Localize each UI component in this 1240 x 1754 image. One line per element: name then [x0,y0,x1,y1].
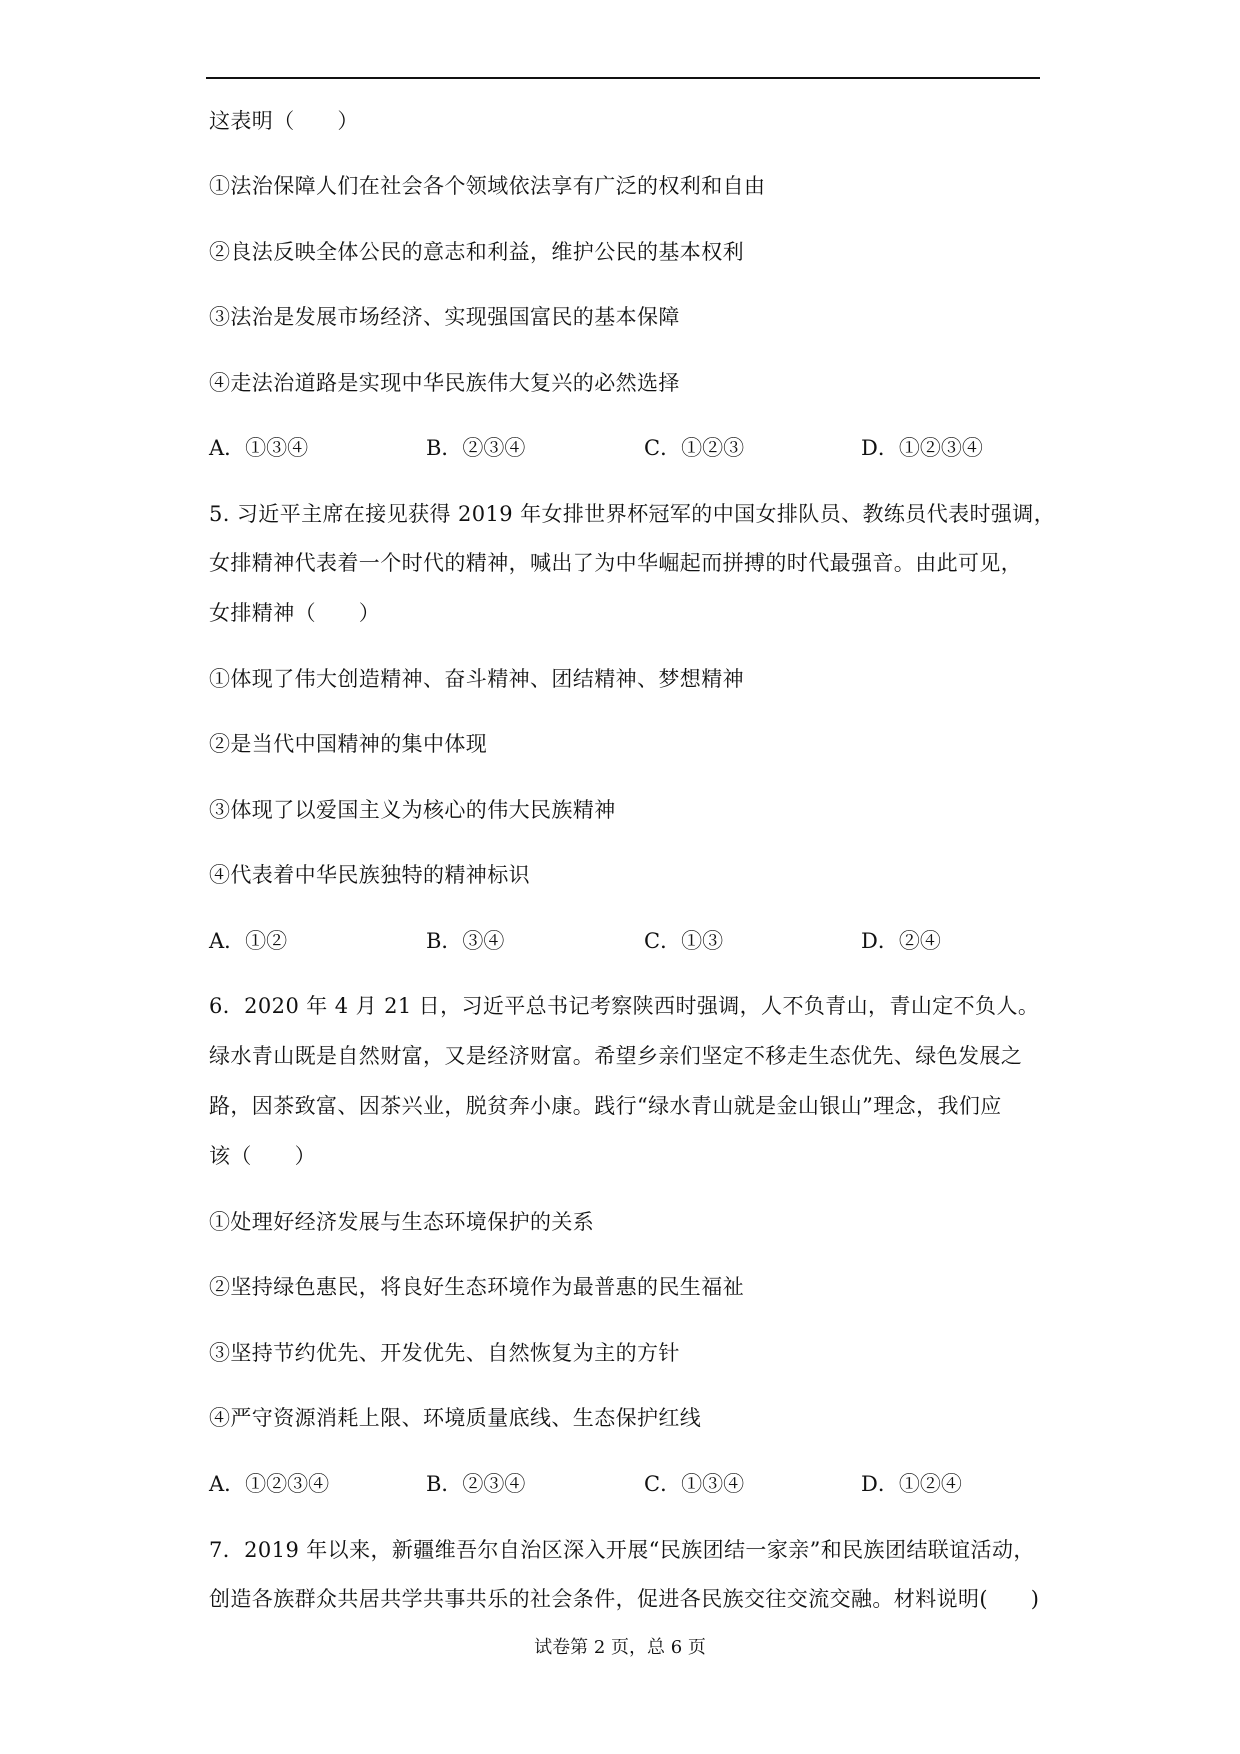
q4-option-c: C．①②③ [644,436,745,460]
q6-option-d: D．①②④ [861,1472,962,1496]
q6-statement-3: ③坚持节约优先、开发优先、自然恢复为主的方针 [209,1341,680,1365]
q6-statement-2: ②坚持绿色惠民，将良好生态环境作为最普惠的民生福祉 [209,1275,744,1299]
page-footer: 试卷第 2 页，总 6 页 [534,1637,706,1658]
q5-stem-line-1: 5. 习近平主席在接见获得 2019 年女排世界杯冠军的中国女排队员、教练员代表时强调， [209,502,1056,526]
q5-option-c: C．①③ [644,929,724,953]
q5-stem-line-3: 女排精神（ ） [209,601,381,625]
q4-option-a: A．①③④ [209,436,309,460]
q6-option-a: A．①②③④ [209,1472,330,1496]
q6-stem-line-1: 6．2020 年 4 月 21 日，习近平总书记考察陕西时强调，人不负青山，青山定不负人。 [209,994,1040,1018]
q7-stem-line-1: 7．2019 年以来，新疆维吾尔自治区深入开展“民族团结一家亲”和民族团结联谊活动， [209,1538,1035,1562]
q6-statement-4: ④严守资源消耗上限、环境质量底线、生态保护红线 [209,1406,702,1430]
q5-option-d: D．②④ [861,929,941,953]
q5-statement-3: ③体现了以爱国主义为核心的伟大民族精神 [209,798,616,822]
q4-option-d: D．①②③④ [861,436,983,460]
q4-statement-3: ③法治是发展市场经济、实现强国富民的基本保障 [209,305,680,329]
q6-statement-1: ①处理好经济发展与生态环境保护的关系 [209,1210,595,1234]
q6-stem-line-2: 绿水青山既是自然财富，又是经济财富。希望乡亲们坚定不移走生态优先、绿色发展之 [209,1044,1023,1068]
q6-stem-line-3: 路，因茶致富、因茶兴业，脱贫奔小康。践行“绿水青山就是金山银山”理念，我们应 [209,1094,1002,1118]
header-rule [206,77,1040,79]
q5-option-a: A．①② [209,929,288,953]
q5-statement-1: ①体现了伟大创造精神、奋斗精神、团结精神、梦想精神 [209,667,744,691]
q4-option-b: B．②③④ [426,436,526,460]
q4-statement-1: ①法治保障人们在社会各个领域依法享有广泛的权利和自由 [209,174,766,198]
q6-option-c: C．①③④ [644,1472,745,1496]
q4-statement-4: ④走法治道路是实现中华民族伟大复兴的必然选择 [209,371,680,395]
q5-statement-4: ④代表着中华民族独特的精神标识 [209,863,530,887]
q6-stem-line-4: 该（ ） [209,1144,316,1168]
q4-stem: 这表明（ ） [209,109,359,133]
q6-option-b: B．②③④ [426,1472,526,1496]
q5-option-b: B．③④ [426,929,505,953]
q5-statement-2: ②是当代中国精神的集中体现 [209,732,488,756]
q4-statement-2: ②良法反映全体公民的意志和利益，维护公民的基本权利 [209,240,744,264]
q5-stem-line-2: 女排精神代表着一个时代的精神，喊出了为中华崛起而拼搏的时代最强音。由此可见， [209,551,1023,575]
q7-stem-line-2: 创造各族群众共居共学共事共乐的社会条件，促进各民族交往交流交融。材料说明( ) [209,1587,1040,1611]
